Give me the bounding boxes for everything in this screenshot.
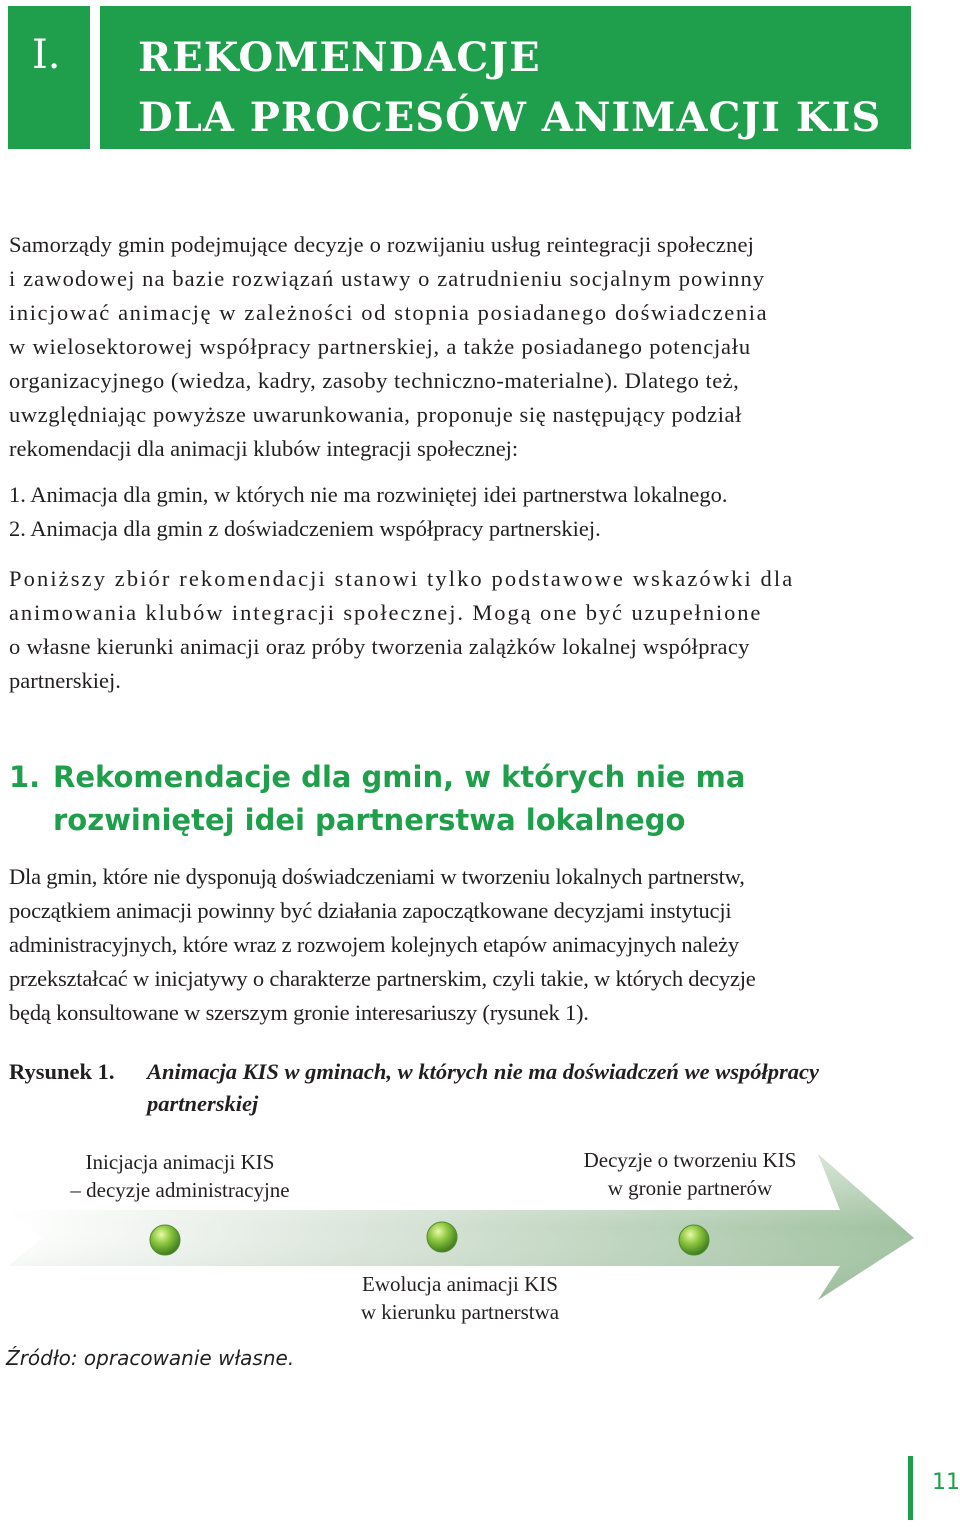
chapter-number: I. <box>8 6 90 149</box>
intro-line: inicjować animację w zależności od stopnia posiadanego doświadczenia <box>9 300 769 325</box>
section-number: 1. <box>9 760 41 794</box>
intro-line: i zawodowej na bazie rozwiązań ustawy o zatrudnieniu socjalnym powinny <box>9 266 766 291</box>
section-line: będą konsultowane w szerszym gronie interesariuszy (rysunek 1). <box>9 1000 589 1025</box>
stage-label-3: Decyzje o tworzeniu KIS w gronie partnerów <box>583 1148 797 1200</box>
note-paragraph <box>9 562 912 698</box>
page-number-bar <box>908 1456 913 1520</box>
section-line: Dla gmin, które nie dysponują doświadczeniami w tworzeniu lokalnych partnerstw, <box>9 864 745 889</box>
section-line: przekształcać w inicjatywy o charakterze partnerskim, czyli takie, w których decyzje <box>9 966 756 991</box>
recommendation-list <box>9 478 912 546</box>
stage-label-1: Inicjacja animacji KIS – decyzje administracyjne <box>70 1150 290 1202</box>
chapter-title <box>100 6 911 149</box>
process-diagram <box>0 1140 960 1360</box>
note-line: animowania klubów integracji społecznej. Mogą one być uzupełnione <box>9 600 763 625</box>
intro-line: rekomendacji dla animacji klubów integracji społecznej: <box>9 436 519 461</box>
intro-line: organizacyjnego (wiedza, kadry, zasoby techniczno-materialne). Dlatego też, <box>9 368 740 393</box>
note-line: partnerskiej. <box>9 668 121 693</box>
list-item: 2. Animacja dla gmin z doświadczeniem współpracy partnerskiej. <box>9 516 601 541</box>
stage-dot-1 <box>150 1225 180 1255</box>
figure-source: Źródło: opracowanie własne. <box>6 1346 295 1370</box>
stage-dot-2 <box>427 1222 457 1252</box>
intro-line: w wielosektorowej współpracy partnerskiej, a także posiadanego potencjału <box>9 334 751 359</box>
section-paragraph <box>9 860 912 1030</box>
figure-caption <box>9 1056 914 1120</box>
figure-title: Animacja KIS w gminach, w których nie ma doświadczeń we współpracy partnerskiej <box>147 1059 819 1116</box>
section-title-line2: rozwiniętej idei partnerstwa lokalnego <box>53 803 686 837</box>
stage-dot-3 <box>679 1225 709 1255</box>
section-title-line1: Rekomendacje dla gmin, w których nie ma <box>53 760 746 794</box>
intro-paragraph <box>9 228 912 466</box>
section-line: administracyjnych, które wraz z rozwojem kolejnych etapów animacyjnych należy <box>9 932 739 957</box>
page-number: 11 <box>932 1470 960 1495</box>
note-line: o własne kierunki animacji oraz próby tworzenia zalążków lokalnej współpracy <box>9 634 750 659</box>
section-line: początkiem animacji powinny być działania zapoczątkowane decyzjami instytucji <box>9 898 732 923</box>
note-line: Poniższy zbiór rekomendacji stanowi tylko podstawowe wskazówki dla <box>9 566 795 591</box>
intro-line: uwzględniając powyższe uwarunkowania, proponuje się następujący podział <box>9 402 742 427</box>
chapter-title-line1: REKOMENDACJE <box>138 34 541 81</box>
intro-line: Samorządy gmin podejmujące decyzje o rozwijaniu usług reintegracji społecznej <box>9 232 755 257</box>
stage-label-2: Ewolucja animacji KIS w kierunku partnerstwa <box>360 1272 560 1324</box>
list-item: 1. Animacja dla gmin, w których nie ma rozwiniętej idei partnerstwa lokalnego. <box>9 482 728 507</box>
figure-label: Rysunek 1. <box>9 1059 115 1084</box>
chapter-title-line2: DLA PROCESÓW ANIMACJI KIS <box>138 94 882 141</box>
section-heading <box>9 756 909 842</box>
